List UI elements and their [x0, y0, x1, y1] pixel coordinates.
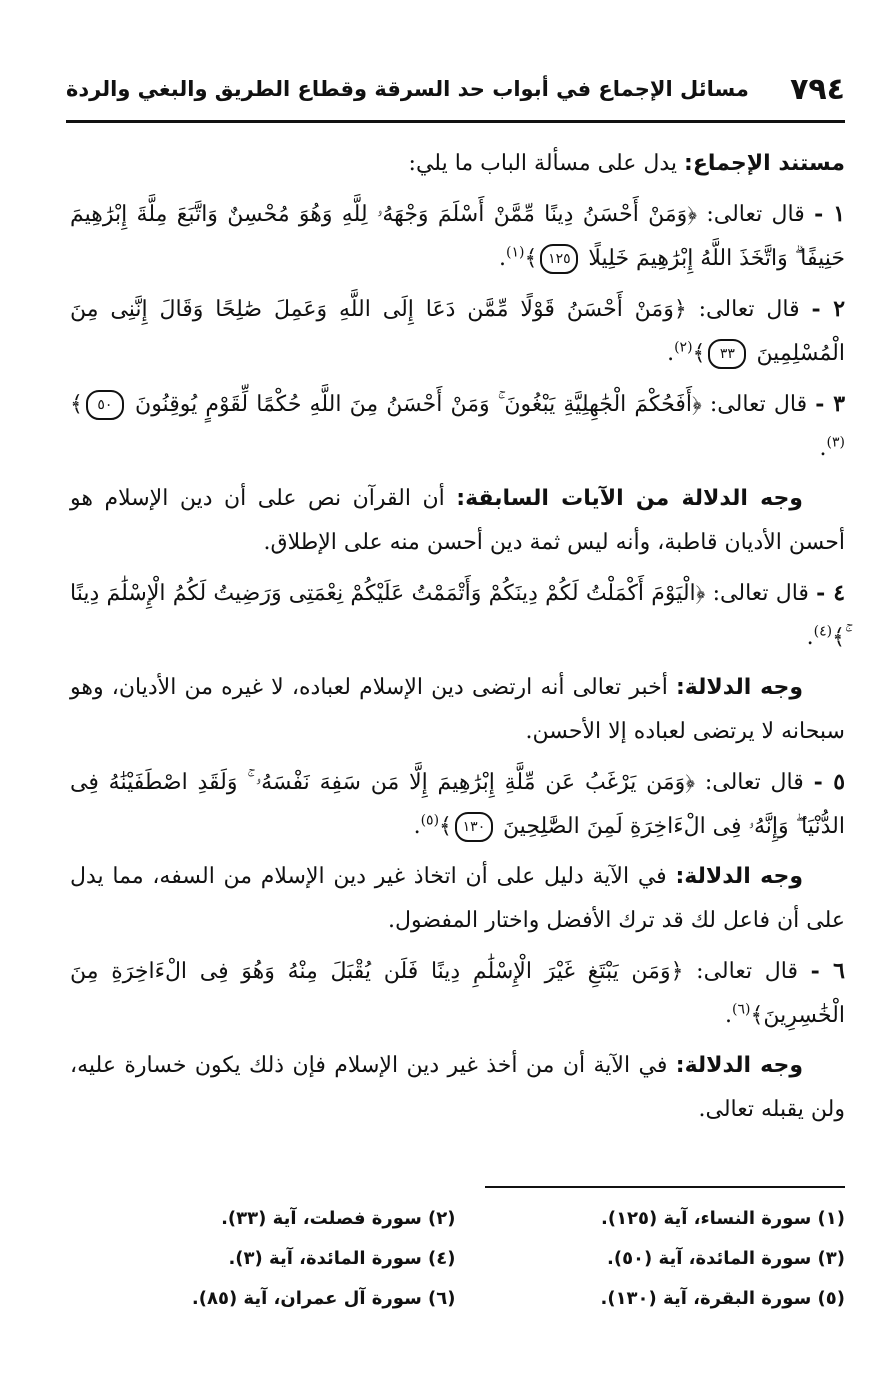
item-number: ٢ - [811, 296, 846, 322]
evidence-item-5 [70, 760, 845, 849]
footnote-ref: (٤) [813, 623, 833, 640]
footnote-ref: (٦) [731, 1001, 751, 1018]
indication-text: أن القرآن نص على أن دين الإسلام هو أحسن الأديان قاطبة، وأنه ليس ثمة دين أحسن منه على الإطلاق. [70, 486, 845, 555]
footnote-list [66, 1202, 845, 1316]
page-header [66, 58, 845, 123]
quran-verse: ﴿وَمَنْ أَحْسَنُ دِينًا مِّمَّنْ أَسْلَمَ وَجْهَهُۥ لِلَّهِ وَهُوَ مُحْسِنٌ وَاتَّبَعَ مِلَّةَ إِبْرَٰهِيمَ حَنِيفًا ۗ وَاتَّخَذَ اللَّهُ إِبْرَٰهِيمَ خَلِيلًا [70, 202, 845, 271]
footnote-divider [485, 1186, 845, 1188]
period: . [806, 625, 814, 650]
running-title: مسائل الإجماع في أبواب حد السرقة وقطاع الطريق والبغي والردة [66, 77, 749, 101]
item-lead: قال تعالى: [706, 202, 805, 227]
footnote-2: (٢) سورة فصلت، آية (٣٣). [221, 1208, 456, 1229]
footnote-4: (٤) سورة المائدة، آية (٣). [228, 1248, 456, 1269]
verse-close-bracket: ﴾ [832, 625, 845, 650]
indication-lead: وجه الدلالة: [676, 675, 804, 700]
item-lead: قال تعالى: [709, 392, 808, 417]
quran-verse: ﴿وَمَن يَرْغَبُ عَن مِّلَّةِ إِبْرَٰهِيمَ إِلَّا مَن سَفِهَ نَفْسَهُۥ ۚ وَلَقَدِ اصْطَفَيْنَٰهُ فِى الدُّنْيَا ۖ وَإِنَّهُۥ فِى الْءَاخِرَةِ لَمِنَ الصَّٰلِحِينَ [70, 770, 845, 839]
footnote-ref: (١) [506, 244, 525, 261]
page-number: ٧٩٤ [790, 71, 845, 107]
indication-text: أخبر تعالى أنه ارتضى دين الإسلام لعباده، لا غيره من الأديان، وهو سبحانه لا يرتضى لعباده إلا الأحسن. [70, 675, 845, 744]
footnote-ref: (٥) [420, 812, 440, 829]
indication-paragraph-3 [70, 855, 845, 943]
period: . [724, 1003, 732, 1028]
intro-text: يدل على مسألة الباب ما يلي: [408, 151, 678, 176]
footnote-3: (٣) سورة المائدة، آية (٥٠). [606, 1248, 845, 1269]
evidence-item-2 [70, 287, 845, 376]
main-text [70, 142, 845, 1138]
item-number: ٣ - [815, 391, 846, 417]
period: . [413, 814, 421, 839]
item-number: ١ - [814, 201, 846, 227]
item-number: ٤ - [816, 580, 846, 606]
period: . [667, 341, 675, 366]
verse-close-bracket: ﴾ [439, 814, 452, 839]
ayah-number-marker: ١٢٥ [540, 244, 578, 274]
verse-close-bracket: ﴾ [524, 246, 538, 271]
evidence-item-4 [70, 571, 845, 660]
indication-paragraph-2 [70, 666, 845, 754]
quran-verse: ﴿وَمَن يَبْتَغِ غَيْرَ الْإِسْلَٰمِ دِينًا فَلَن يُقْبَلَ مِنْهُ وَهُوَ فِى الْءَاخِرَةِ مِنَ الْخَٰسِرِينَ [70, 959, 845, 1028]
ayah-number-marker: ٣٣ [708, 339, 746, 369]
indication-lead: وجه الدلالة: [675, 864, 804, 889]
indication-text: في الآية أن من أخذ غير دين الإسلام فإن ذلك يكون خسارة عليه، ولن يقبله تعالى. [70, 1053, 845, 1122]
footnotes-section [66, 1186, 845, 1316]
indication-lead: وجه الدلالة من الآيات السابقة: [456, 486, 803, 511]
item-lead: قال تعالى: [698, 297, 800, 322]
period: . [499, 246, 507, 271]
item-lead: قال تعالى: [696, 959, 798, 984]
indication-text: في الآية دليل على أن اتخاذ غير دين الإسلام من السفه، مما يدل على أن فاعل لك قد ترك الأفضل واختار المفضول. [70, 864, 845, 933]
footnote-ref: (٢) [674, 339, 693, 356]
item-number: ٦ - [810, 958, 845, 984]
evidence-item-3 [70, 382, 845, 471]
verse-close-bracket: ﴾ [70, 392, 83, 417]
evidence-item-6 [70, 949, 845, 1038]
item-number: ٥ - [813, 769, 846, 795]
verse-close-bracket: ﴾ [750, 1003, 764, 1028]
footnote-5: (٥) سورة البقرة، آية (١٣٠). [600, 1288, 845, 1309]
footnote-1: (١) سورة النساء، آية (١٢٥). [600, 1208, 845, 1229]
quran-verse: ﴿الْيَوْمَ أَكْمَلْتُ لَكُمْ دِينَكُمْ وَأَتْمَمْتُ عَلَيْكُمْ نِعْمَتِى وَرَضِيتُ لَكُمُ الْإِسْلَٰمَ دِينًا [70, 581, 706, 606]
quran-verse: ﴿وَمَنْ أَحْسَنُ قَوْلًا مِّمَّن دَعَا إِلَى اللَّهِ وَعَمِلَ صَٰلِحًا وَقَالَ إِنَّنِى مِنَ الْمُسْلِمِينَ [70, 297, 845, 366]
evidence-item-1 [70, 192, 845, 281]
indication-paragraph-1 [70, 477, 845, 565]
verse-close-bracket: ﴾ [692, 341, 706, 366]
intro-paragraph [70, 142, 845, 186]
indication-paragraph-4 [70, 1044, 845, 1132]
footnote-6: (٦) سورة آل عمران، آية (٨٥). [191, 1288, 456, 1309]
item-lead: قال تعالى: [712, 581, 809, 606]
item-lead: قال تعالى: [704, 770, 804, 795]
footnote-ref: (٣) [826, 434, 845, 451]
indication-lead: وجه الدلالة: [675, 1053, 803, 1078]
ayah-number-marker: ٥٠ [86, 390, 124, 420]
intro-lead: مستند الإجماع: [684, 151, 845, 176]
period: . [819, 436, 827, 461]
quran-verse: ﴿أَفَحُكْمَ الْجَٰهِلِيَّةِ يَبْغُونَ ۚ وَمَنْ أَحْسَنُ مِنَ اللَّهِ حُكْمًا لِّقَوْمٍ يُوقِنُونَ [135, 392, 702, 417]
ayah-number-marker: ١٣٠ [455, 812, 493, 842]
